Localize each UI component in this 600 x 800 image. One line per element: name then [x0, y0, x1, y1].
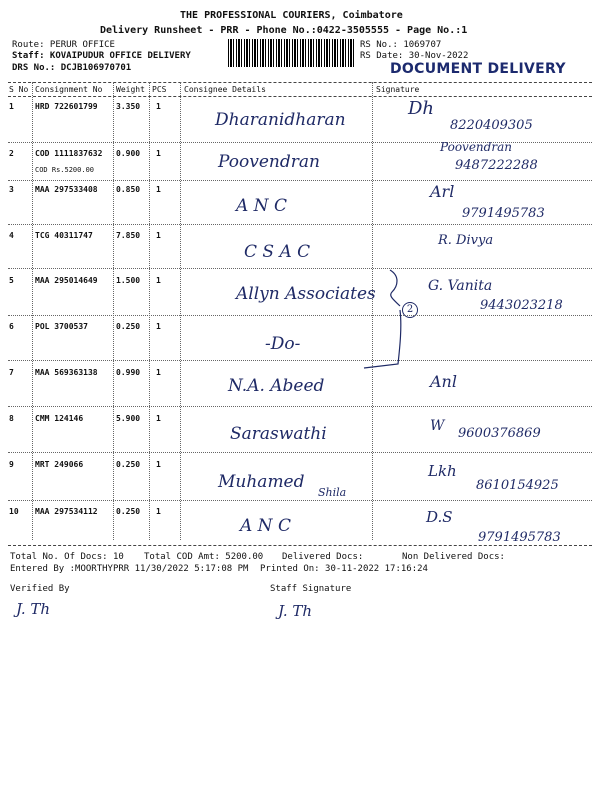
- row-cod-amount: COD Rs.5200.00: [35, 166, 95, 174]
- col-divider: [180, 82, 181, 540]
- row-consignee: A N C: [236, 196, 287, 216]
- row-weight: 0.850: [116, 185, 141, 194]
- row-weight: 0.900: [116, 149, 141, 158]
- row-signature: Poovendran: [440, 140, 512, 154]
- circled-count-badge: 2: [402, 302, 418, 318]
- row-weight: 0.990: [116, 368, 141, 377]
- row-sno: 3: [9, 185, 14, 194]
- row-consignee: Allyn Associates: [236, 284, 376, 304]
- col-header-consignee: Consignee Details: [184, 85, 266, 94]
- row-pcs: 1: [156, 102, 161, 111]
- row-consignment-no: MAA 297533408: [35, 185, 98, 194]
- row-sno: 9: [9, 460, 14, 469]
- row-consignment-no: MAA 569363138: [35, 368, 98, 377]
- drs-number: DRS No.: DCJB106970701: [12, 63, 132, 73]
- row-consignee: N.A. Abeed: [228, 376, 325, 396]
- entered-by: Entered By :MOORTHYPRR 11/30/2022 5:17:08 PM: [10, 564, 249, 574]
- table-bottom-rule: [8, 545, 592, 546]
- row-consignee: Muhamed: [218, 472, 305, 492]
- row-sno: 4: [9, 231, 14, 240]
- non-delivered-docs: Non Delivered Docs:: [402, 552, 505, 562]
- row-signature: R. Divya: [438, 233, 494, 248]
- row-consignment-no: CMM 124146: [35, 414, 84, 423]
- row-consignee: Poovendran: [218, 152, 320, 172]
- row-phone: 9791495783: [462, 206, 545, 221]
- row-weight: 3.350: [116, 102, 141, 111]
- row-consignment-no: TCG 40311747: [35, 231, 93, 240]
- row-divider: [8, 452, 592, 453]
- row-divider: [8, 180, 592, 181]
- row-weight: 1.500: [116, 276, 141, 285]
- document-title: THE PROFESSIONAL COURIERS, Coimbatore: [180, 10, 403, 21]
- row-sno: 7: [9, 368, 14, 377]
- grouping-brace: [360, 266, 410, 376]
- table-top-rule: [8, 82, 592, 83]
- row-pcs: 1: [156, 414, 161, 423]
- row-divider: [8, 268, 592, 269]
- row-phone: 9791495783: [478, 530, 561, 545]
- row-weight: 7.850: [116, 231, 141, 240]
- row-divider: [8, 360, 592, 361]
- row-consignment-no: MRT 249066: [35, 460, 84, 469]
- row-divider: [8, 315, 592, 316]
- row-pcs: 1: [156, 507, 161, 516]
- row-sno: 10: [9, 507, 19, 516]
- row-phone: 9443023218: [480, 298, 563, 313]
- col-divider: [113, 82, 114, 540]
- col-header-signature: Signature: [376, 85, 420, 94]
- printed-on: Printed On: 30-11-2022 17:16:24: [260, 564, 428, 574]
- row-consignee-extra: Shila: [318, 486, 347, 499]
- rs-date: RS Date: 30-Nov-2022: [360, 51, 469, 61]
- col-header-consignment: Consignment No: [35, 85, 103, 94]
- row-consignee: Dharanidharan: [215, 110, 346, 130]
- row-pcs: 1: [156, 276, 161, 285]
- route-text: Route: PERUR OFFICE: [12, 40, 115, 50]
- row-signature: G. Vanita: [428, 278, 493, 294]
- row-phone: 8220409305: [450, 118, 533, 133]
- row-divider: [8, 224, 592, 225]
- col-header-weight: Weight: [116, 85, 145, 94]
- row-sno: 1: [9, 102, 14, 111]
- row-consignee: Saraswathi: [230, 424, 327, 444]
- row-consignee: C S A C: [244, 242, 311, 262]
- row-weight: 5.900: [116, 414, 141, 423]
- staff-text: Staff: KOVAIPUDUR OFFICE DELIVERY: [12, 51, 191, 61]
- row-consignee: -Do-: [265, 334, 301, 354]
- row-consignee: A N C: [240, 516, 291, 536]
- row-pcs: 1: [156, 231, 161, 240]
- row-weight: 0.250: [116, 460, 141, 469]
- row-signature: Dh: [408, 98, 435, 119]
- col-header-pcs: PCS: [152, 85, 167, 94]
- row-sno: 8: [9, 414, 14, 423]
- verified-by-label: Verified By: [10, 584, 70, 594]
- row-consignment-no: HRD 722601799: [35, 102, 98, 111]
- row-signature: Arl: [430, 182, 455, 201]
- row-signature: D.S: [426, 508, 453, 526]
- row-weight: 0.250: [116, 322, 141, 331]
- row-weight: 0.250: [116, 507, 141, 516]
- row-consignment-no: POL 3700537: [35, 322, 88, 331]
- barcode: [228, 39, 356, 67]
- row-phone: 9600376869: [458, 426, 541, 441]
- rs-number: RS No.: 1069707: [360, 40, 442, 50]
- row-phone: 9487222288: [455, 158, 538, 173]
- total-docs: Total No. Of Docs: 10: [10, 552, 124, 562]
- row-phone: 8610154925: [476, 478, 559, 493]
- row-signature: Anl: [430, 372, 457, 391]
- row-sno: 2: [9, 149, 14, 158]
- row-pcs: 1: [156, 185, 161, 194]
- row-pcs: 1: [156, 460, 161, 469]
- row-pcs: 1: [156, 368, 161, 377]
- table-header-rule: [8, 96, 592, 97]
- document-subtitle: Delivery Runsheet - PRR - Phone No.:0422-3505555 - Page No.:1: [100, 25, 468, 36]
- total-cod-amount: Total COD Amt: 5200.00: [144, 552, 264, 562]
- row-consignment-no: MAA 297534112: [35, 507, 98, 516]
- row-pcs: 1: [156, 149, 161, 158]
- staff-signature-label: Staff Signature: [270, 584, 352, 594]
- row-divider: [8, 500, 592, 501]
- col-header-sno: S No: [9, 85, 29, 94]
- staff-signature: J. Th: [278, 602, 313, 620]
- delivered-docs: Delivered Docs:: [282, 552, 364, 562]
- verified-by-signature: J. Th: [16, 600, 51, 618]
- row-consignment-no: COD 1111837632: [35, 149, 103, 158]
- row-sno: 5: [9, 276, 14, 285]
- col-divider: [149, 82, 150, 540]
- document-delivery-stamp: DOCUMENT DELIVERY: [390, 61, 566, 77]
- row-signature: W: [430, 418, 445, 434]
- col-divider: [32, 82, 33, 540]
- row-divider: [8, 406, 592, 407]
- row-sno: 6: [9, 322, 14, 331]
- row-consignment-no: MAA 295014649: [35, 276, 98, 285]
- row-pcs: 1: [156, 322, 161, 331]
- row-signature: Lkh: [428, 462, 457, 480]
